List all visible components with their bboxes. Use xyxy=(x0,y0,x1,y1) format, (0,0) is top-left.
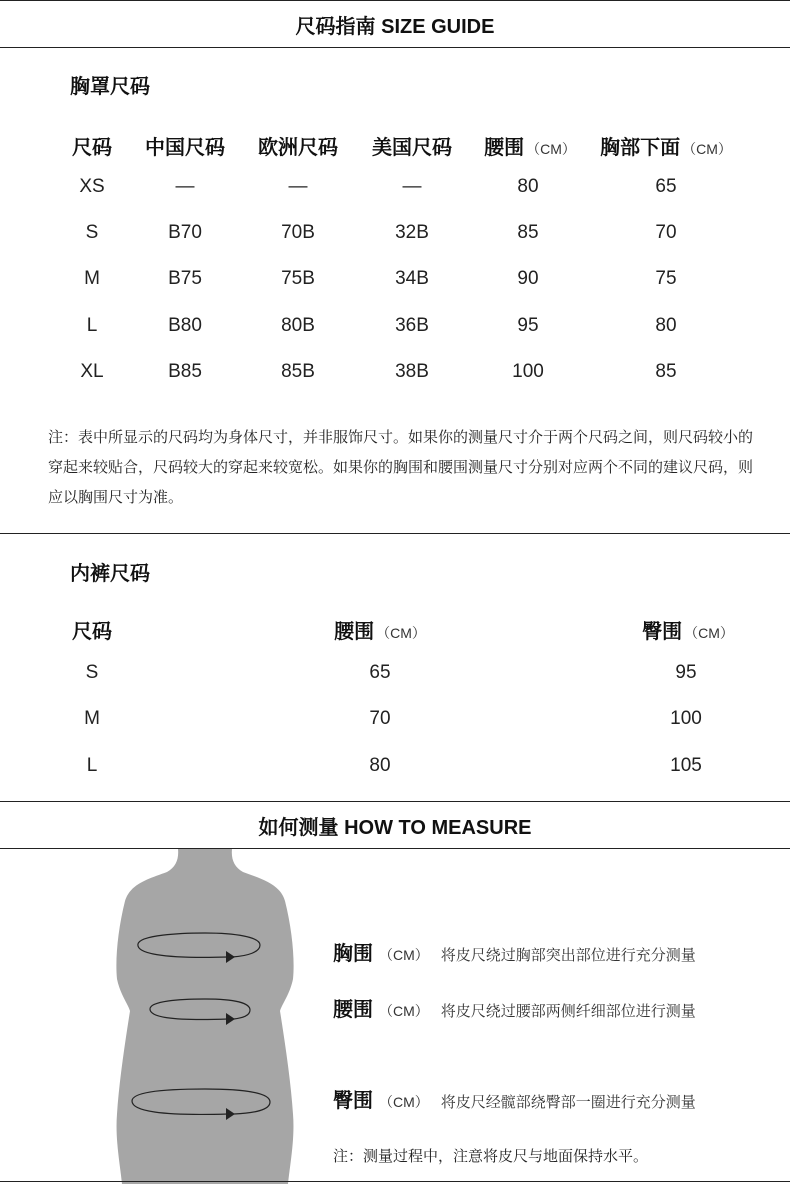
bra-col-us: 美国尺码 xyxy=(372,137,452,159)
table-cell: 80B xyxy=(281,315,315,336)
table-cell: XS xyxy=(79,176,105,197)
panties-section-title: 内裤尺码 xyxy=(70,563,150,585)
table-cell: 34B xyxy=(395,268,429,289)
table-cell: 100 xyxy=(670,708,702,729)
table-cell: 75 xyxy=(655,268,677,289)
table-cell: — xyxy=(288,176,308,197)
hip-description: 将皮尺经髋部绕臀部一圈进行充分测量 xyxy=(440,1094,696,1111)
bra-col-waist: 腰围 （CM） xyxy=(484,137,576,159)
bra-col-underbust: 胸部下面 （CM） xyxy=(600,137,732,159)
bra-size-note: 注：表中所显示的尺码均为身体尺寸，并非服饰尺寸。如果你的测量尺寸介于两个尺码之间，则尺码较小的穿起来较贴合，尺码较大的穿起来较宽松。如果你的胸围和腰围测量尺寸分别对应两个不同的建议尺码，则应以胸围尺寸为准。 xyxy=(48,429,754,506)
table-cell: 38B xyxy=(395,361,429,382)
section-divider xyxy=(0,533,790,534)
size-guide-header xyxy=(0,0,790,48)
table-cell: B70 xyxy=(168,222,202,243)
size-guide-title: 尺码指南 SIZE GUIDE xyxy=(295,15,495,38)
table-cell: — xyxy=(402,176,422,197)
table-cell: M xyxy=(84,708,100,729)
table-cell: — xyxy=(175,176,195,197)
table-cell: 65 xyxy=(655,176,677,197)
waist-instruction: 腰围 （CM） 将皮尺绕过腰部两侧纤细部位进行测量 xyxy=(333,999,696,1021)
table-cell: S xyxy=(85,222,99,243)
how-to-measure-header xyxy=(0,801,790,849)
table-cell: 95 xyxy=(675,662,697,683)
table-cell: B75 xyxy=(168,268,202,289)
body-silhouette xyxy=(116,849,293,1184)
hip-instruction: 臀围 （CM） 将皮尺经髋部绕臀部一圈进行充分测量 xyxy=(333,1090,696,1112)
bra-col-cn: 中国尺码 xyxy=(145,137,225,159)
table-cell: 85 xyxy=(655,361,677,382)
table-cell: B80 xyxy=(168,315,202,336)
hip-label: 臀围 xyxy=(333,1090,373,1112)
bust-description: 将皮尺绕过胸部突出部位进行充分测量 xyxy=(440,947,696,964)
table-cell: 70B xyxy=(281,222,315,243)
table-cell: B85 xyxy=(168,361,202,382)
table-cell: 80 xyxy=(655,315,677,336)
table-cell: 105 xyxy=(670,755,702,776)
bra-col-size: 尺码 xyxy=(72,137,112,159)
table-cell: 65 xyxy=(369,662,391,683)
table-cell: L xyxy=(86,315,98,336)
table-cell: 70 xyxy=(369,708,391,729)
bottom-divider xyxy=(0,1181,790,1182)
waist-label: 腰围 xyxy=(333,999,373,1021)
table-cell: 70 xyxy=(655,222,677,243)
table-cell: 80 xyxy=(517,176,539,197)
table-cell: 85B xyxy=(281,361,315,382)
bra-section-title: 胸罩尺码 xyxy=(70,76,150,98)
table-cell: 85 xyxy=(517,222,539,243)
table-cell: 100 xyxy=(512,361,544,382)
panties-col-hip: 臀围 （CM） xyxy=(642,621,734,643)
panties-col-waist: 腰围 （CM） xyxy=(334,621,426,643)
table-cell: 90 xyxy=(517,268,539,289)
bust-instruction: 胸围 （CM） 将皮尺绕过胸部突出部位进行充分测量 xyxy=(333,943,696,965)
table-cell: 32B xyxy=(395,222,429,243)
table-cell: L xyxy=(86,755,98,776)
table-cell: 36B xyxy=(395,315,429,336)
how-to-measure-title: 如何测量 HOW TO MEASURE xyxy=(258,816,532,839)
table-cell: S xyxy=(85,662,99,683)
table-cell: 75B xyxy=(281,268,315,289)
bust-label: 胸围 xyxy=(333,943,373,965)
panties-col-size: 尺码 xyxy=(72,621,112,643)
table-cell: M xyxy=(84,268,100,289)
waist-description: 将皮尺绕过腰部两侧纤细部位进行测量 xyxy=(440,1003,696,1020)
table-cell: XL xyxy=(80,361,104,382)
body-silhouette-illustration xyxy=(110,849,300,1184)
measure-note: 注：测量过程中，注意将皮尺与地面保持水平。 xyxy=(333,1148,649,1165)
table-cell: 95 xyxy=(517,315,539,336)
table-cell: 80 xyxy=(369,755,391,776)
bra-col-eu: 欧洲尺码 xyxy=(258,137,338,159)
